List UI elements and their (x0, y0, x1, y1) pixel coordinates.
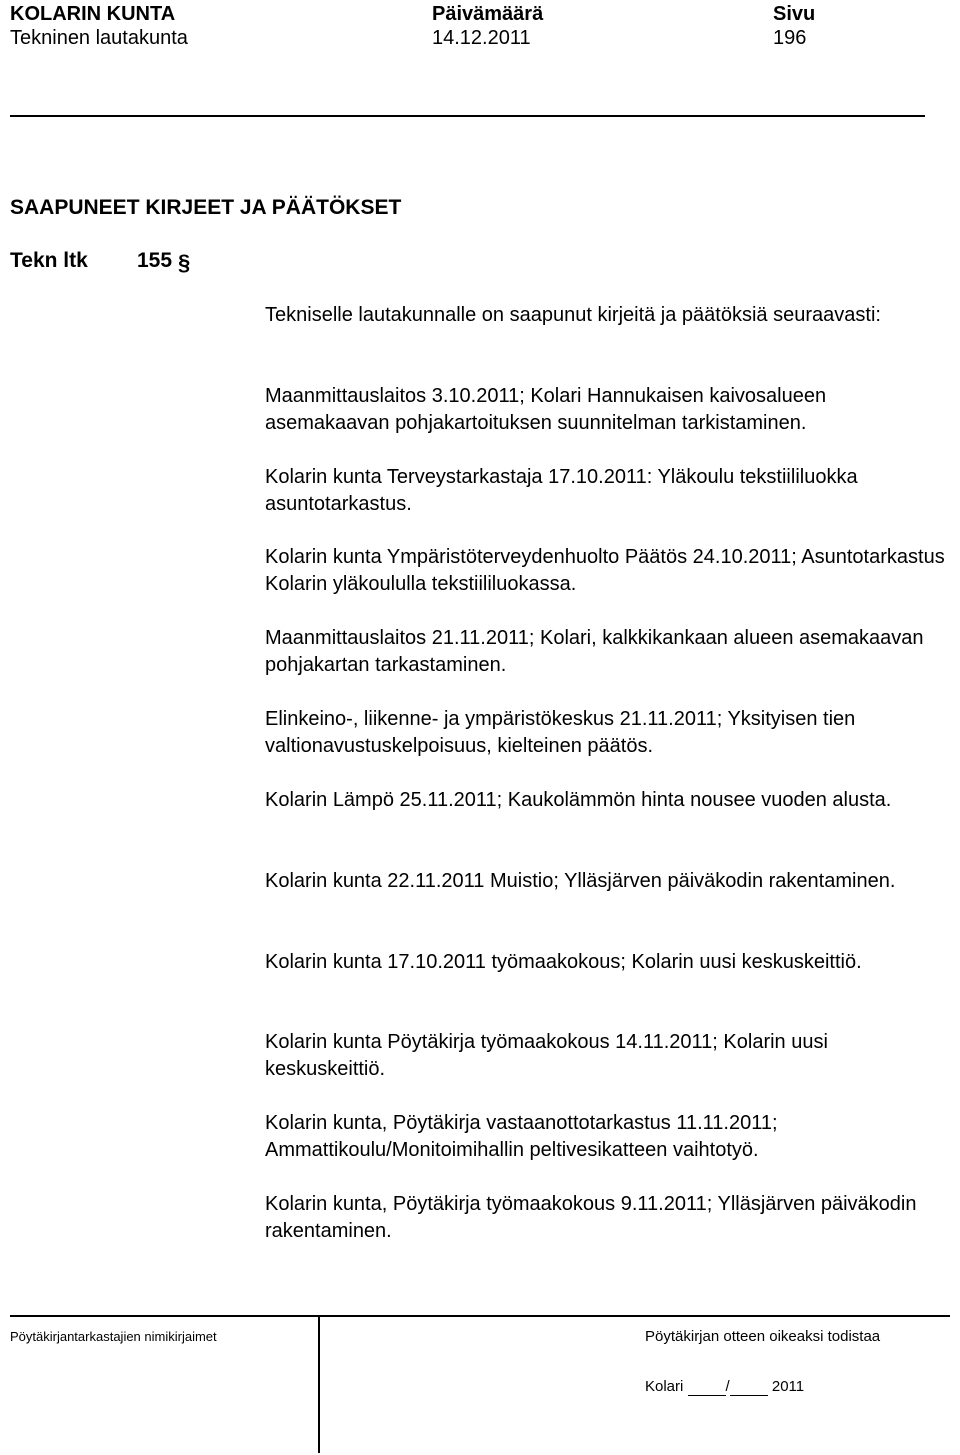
section-number: 155 (137, 249, 173, 272)
org-name: KOLARIN KUNTA (10, 3, 176, 25)
section-title: SAAPUNEET KIRJEET JA PÄÄTÖKSET (10, 196, 402, 219)
footer-divider (10, 1315, 950, 1317)
date-label: Päivämäärä (432, 3, 544, 25)
date-slash: / (725, 1378, 730, 1395)
header-divider (10, 115, 925, 117)
list-item: Elinkeino-, liikenne- ja ympäristökeskus 21.11.2011; Yksityisen tien valtionavustuskelpoisuus, kielteinen päätös. (265, 708, 856, 757)
footer-column-divider (318, 1315, 320, 1453)
certify-label: Pöytäkirjan otteen oikeaksi todistaa (645, 1328, 881, 1345)
list-item: Maanmittauslaitos 3.10.2011; Kolari Hannukaisen kaivosalueen asemakaavan pohjakartoituksen suunnitelman tarkistaminen. (265, 385, 827, 434)
list-item: Kolarin kunta 17.10.2011 työmaakokous; Kolarin uusi keskuskeittiö. (265, 951, 862, 973)
board-name: Tekninen lautakunta (10, 27, 188, 49)
certify-year: 2011 (771, 1378, 805, 1395)
section-sign: § (178, 250, 191, 275)
meeting-date: 14.12.2011 (432, 27, 531, 49)
section-code: Tekn ltk (10, 249, 88, 272)
list-item: Kolarin kunta Ympäristöterveydenhuolto Päätös 24.10.2011; Asuntotarkastus Kolarin yläkoululla tekstiililuokassa. (265, 546, 945, 595)
intro-text: Tekniselle lautakunnalle on saapunut kirjeitä ja päätöksiä seuraavasti: (265, 304, 881, 326)
day-blank (688, 1381, 726, 1396)
month-blank (730, 1381, 768, 1396)
list-item: Kolarin kunta 22.11.2011 Muistio; Ylläsjärven päiväkodin rakentaminen. (265, 870, 896, 892)
page-label: Sivu (773, 3, 816, 25)
signatures-label: Pöytäkirjantarkastajien nimikirjaimet (10, 1329, 217, 1344)
list-item: Kolarin kunta Terveystarkastaja 17.10.2011: Yläkoulu tekstiililuokka asuntotarkastus. (265, 466, 858, 515)
page-number: 196 (773, 27, 807, 49)
list-item: Kolarin kunta, Pöytäkirja työmaakokous 9.11.2011; Ylläsjärven päiväkodin rakentaminen. (265, 1193, 917, 1242)
list-item: Kolarin Lämpö 25.11.2011; Kaukolämmön hinta nousee vuoden alusta. (265, 789, 892, 811)
list-item: Kolarin kunta Pöytäkirja työmaakokous 14.11.2011; Kolarin uusi keskuskeittiö. (265, 1031, 828, 1080)
certify-date-line (645, 1378, 804, 1396)
certify-place: Kolari (645, 1378, 684, 1395)
list-item: Kolarin kunta, Pöytäkirja vastaanottotarkastus 11.11.2011; Ammattikoulu/Monitoimihallin peltivesikatteen vaihtotyö. (265, 1112, 778, 1161)
list-item: Maanmittauslaitos 21.11.2011; Kolari, kalkkikankaan alueen asemakaavan pohjakartan tarkastaminen. (265, 627, 924, 676)
